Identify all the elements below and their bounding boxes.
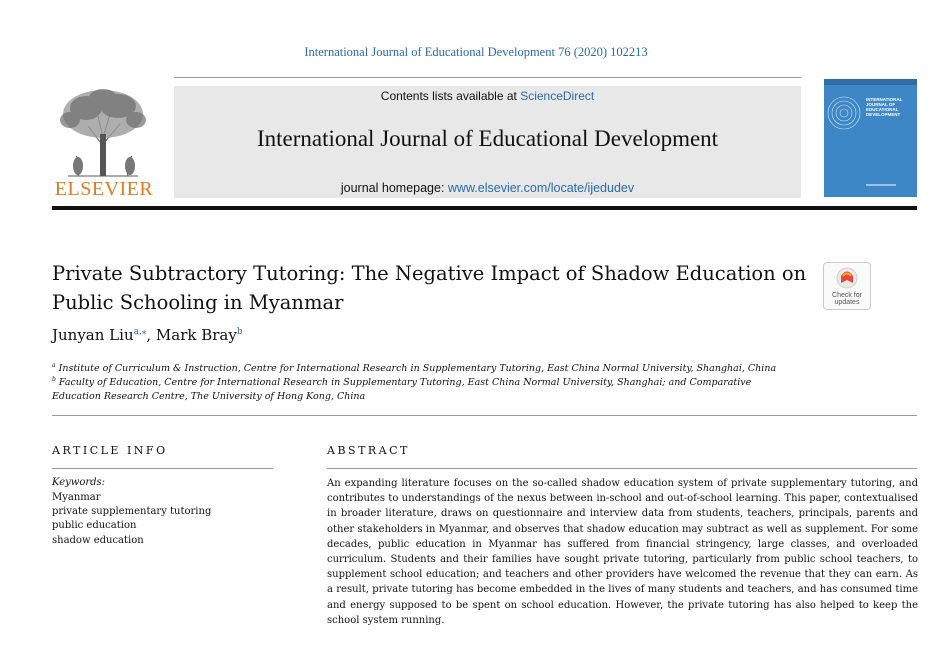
contents-prefix: Contents lists available at [380, 89, 521, 103]
badge-line-1: Check for [832, 292, 862, 299]
affiliation-text: Faculty of Education, Centre for International Research in Supplementary Tutoring, East China Normal University, Shanghai; and Comparative Education Research Centre, The University of Hong Kong, China [52, 377, 752, 403]
elsevier-wordmark: ELSEVIER [54, 178, 154, 200]
author-affiliation-mark[interactable]: a,⁎ [133, 327, 147, 337]
author-name[interactable]: Mark Bray [155, 326, 237, 344]
keywords-list [52, 491, 211, 548]
section-divider [52, 415, 917, 416]
abstract-rule [327, 468, 917, 469]
affiliation-text: Institute of Curriculum & Instruction, Centre for International Research in Supplementary Tutoring, East China Normal University, Shanghai, China [58, 363, 777, 375]
journal-cover-image[interactable] [824, 79, 917, 197]
abstract-text: An expanding literature focuses on the so-called shadow education system of private supplementary tutoring, and contributes to understandings of the nexus between in-school and out-of-school learning. This paper, contextualised in broader literature, draws on questionnaire and interview data from students, teachers, principals, parents and other stakeholders in Myanmar, and observes that shadow education may subtract as well as supplement. For some decades, public education in Myanmar has suffered from financial stringency, large classes, and overloaded curriculum. Students and their families have sought private tutoring, particularly from public school teachers, to supplement school education; and teachers and other providers have welcomed the revenue that they can earn. As a result, private tutoring has become embedded in the lives of many students and teachers, and has consumed time and energy supposed to be spent on school education. However, the private tutoring has also helped to keep the school system running. [327, 478, 918, 626]
affiliation-mark: a [52, 362, 56, 369]
check-for-updates-badge[interactable] [823, 262, 871, 310]
badge-line-2: updates [834, 299, 860, 306]
author-affiliation-mark[interactable]: b [236, 327, 243, 337]
homepage-link[interactable]: www.elsevier.com/locate/ijedudev [447, 181, 635, 195]
authors-line [52, 326, 243, 344]
contents-line [174, 89, 801, 103]
header-rule [174, 77, 801, 78]
keywords-label: Keywords: [52, 477, 106, 488]
keyword-item: Myanmar [52, 492, 101, 503]
keyword-item: shadow education [52, 534, 144, 546]
homepage-line [174, 181, 801, 195]
affiliation-mark: b [52, 376, 56, 383]
sciencedirect-link[interactable]: ScienceDirect [520, 89, 595, 103]
article-info-heading: ARTICLE INFO [52, 444, 168, 457]
author-name[interactable]: Junyan Liu [52, 326, 134, 344]
homepage-prefix: journal homepage: [340, 181, 448, 195]
keyword-item: public education [52, 520, 137, 532]
paper-title: Private Subtractory Tutoring: The Negative Impact of Shadow Education on Public Schooling in Myanmar [52, 262, 807, 314]
cover-title: INTERNATIONAL JOURNAL OF EDUCATIONAL DEVELOPMENT [866, 97, 903, 117]
check-for-updates-icon [824, 263, 870, 293]
abstract-heading: ABSTRACT [327, 444, 410, 457]
affiliation-b [52, 373, 802, 404]
badge-label [824, 292, 870, 306]
keyword-item: private supplementary tutoring [52, 506, 212, 518]
article-info-rule [52, 468, 273, 469]
header-thick-rule [52, 206, 917, 210]
author-separator: , [146, 326, 156, 344]
journal-citation[interactable]: International Journal of Educational Development 76 (2020) 102213 [304, 45, 648, 59]
journal-title: International Journal of Educational Development [256, 126, 719, 151]
